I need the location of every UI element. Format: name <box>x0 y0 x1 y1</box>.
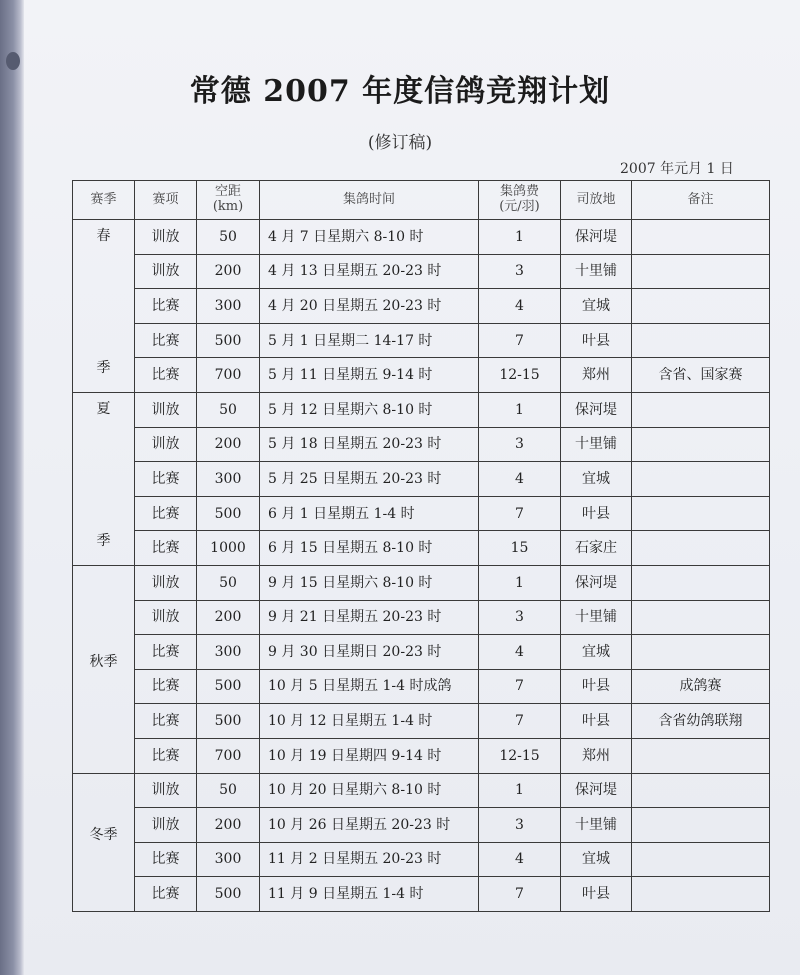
release-site-cell: 宜城 <box>561 842 632 877</box>
collect-time-cell: 10 月 20 日星期六 8-10 时 <box>260 773 479 808</box>
remarks-cell <box>632 877 770 912</box>
event-cell: 比赛 <box>135 531 197 566</box>
table-row <box>73 289 770 324</box>
event-cell: 训放 <box>135 773 197 808</box>
table-row <box>73 669 770 704</box>
distance-cell: 300 <box>197 842 260 877</box>
distance-cell: 700 <box>197 358 260 393</box>
collect-time-cell: 5 月 25 日星期五 20-23 时 <box>260 462 479 497</box>
fee-cell: 15 <box>479 531 561 566</box>
collect-time-cell: 11 月 2 日星期五 20-23 时 <box>260 842 479 877</box>
collect-time-cell: 5 月 11 日星期五 9-14 时 <box>260 358 479 393</box>
distance-cell: 200 <box>197 427 260 462</box>
release-site-cell: 郑州 <box>561 738 632 773</box>
release-site-cell: 郑州 <box>561 358 632 393</box>
release-site-cell: 石家庄 <box>561 531 632 566</box>
event-cell: 比赛 <box>135 289 197 324</box>
header-remarks: 备注 <box>632 181 770 220</box>
header-fee-line1: 集鸽费 <box>499 184 539 200</box>
fee-cell: 7 <box>479 496 561 531</box>
table-row <box>73 358 770 393</box>
event-cell: 训放 <box>135 254 197 289</box>
table-row <box>73 531 770 566</box>
document-title: 常德 2007 年度信鸽竞翔计划 <box>189 74 611 109</box>
distance-cell: 500 <box>197 877 260 912</box>
schedule-table <box>72 180 770 912</box>
table-row <box>73 704 770 739</box>
table-header-row <box>73 181 770 220</box>
distance-cell: 300 <box>197 635 260 670</box>
document-subtitle: (修订稿) <box>367 133 433 153</box>
distance-cell: 50 <box>197 565 260 600</box>
event-cell: 训放 <box>135 565 197 600</box>
season-cell <box>73 565 135 773</box>
fee-cell: 12-15 <box>479 358 561 393</box>
release-site-cell: 宜城 <box>561 289 632 324</box>
event-cell: 比赛 <box>135 635 197 670</box>
release-site-cell: 十里铺 <box>561 808 632 843</box>
table-row <box>73 635 770 670</box>
distance-cell: 300 <box>197 462 260 497</box>
collect-time-cell: 10 月 19 日星期四 9-14 时 <box>260 738 479 773</box>
table-row <box>73 773 770 808</box>
distance-cell: 700 <box>197 738 260 773</box>
event-cell: 训放 <box>135 392 197 427</box>
event-cell: 比赛 <box>135 877 197 912</box>
release-site-cell: 保河堤 <box>561 565 632 600</box>
table-row <box>73 254 770 289</box>
release-site-cell: 叶县 <box>561 496 632 531</box>
distance-cell: 1000 <box>197 531 260 566</box>
distance-cell: 500 <box>197 323 260 358</box>
table-row <box>73 496 770 531</box>
collect-time-cell: 9 月 15 日星期六 8-10 时 <box>260 565 479 600</box>
document-date: 2007 年元月 1 日 <box>620 161 734 177</box>
table-row <box>73 220 770 255</box>
header-release-site: 司放地 <box>561 181 632 220</box>
event-cell: 比赛 <box>135 496 197 531</box>
fee-cell: 3 <box>479 427 561 462</box>
event-cell: 比赛 <box>135 704 197 739</box>
header-distance <box>197 181 260 220</box>
fee-cell: 4 <box>479 842 561 877</box>
release-site-cell: 十里铺 <box>561 254 632 289</box>
collect-time-cell: 6 月 1 日星期五 1-4 时 <box>260 496 479 531</box>
remarks-cell: 成鸽赛 <box>632 669 770 704</box>
header-collect-time: 集鸽时间 <box>260 181 479 220</box>
remarks-cell <box>632 220 770 255</box>
distance-cell: 200 <box>197 808 260 843</box>
distance-cell: 300 <box>197 289 260 324</box>
collect-time-cell: 6 月 15 日星期五 8-10 时 <box>260 531 479 566</box>
remarks-cell <box>632 289 770 324</box>
header-fee <box>479 181 561 220</box>
collect-time-cell: 10 月 12 日星期五 1-4 时 <box>260 704 479 739</box>
distance-cell: 200 <box>197 254 260 289</box>
season-label-suffix: 季 <box>96 532 111 549</box>
remarks-cell <box>632 531 770 566</box>
release-site-cell: 十里铺 <box>561 600 632 635</box>
season-cell <box>73 392 135 565</box>
table-row <box>73 323 770 358</box>
fee-cell: 7 <box>479 877 561 912</box>
remarks-cell <box>632 738 770 773</box>
event-cell: 训放 <box>135 600 197 635</box>
release-site-cell: 宜城 <box>561 635 632 670</box>
remarks-cell <box>632 600 770 635</box>
collect-time-cell: 11 月 9 日星期五 1-4 时 <box>260 877 479 912</box>
table-body <box>73 220 770 912</box>
distance-cell: 500 <box>197 704 260 739</box>
season-label: 冬季 <box>89 827 118 844</box>
event-cell: 比赛 <box>135 738 197 773</box>
release-site-cell: 保河堤 <box>561 773 632 808</box>
fee-cell: 3 <box>479 254 561 289</box>
remarks-cell <box>632 496 770 531</box>
fee-cell: 7 <box>479 323 561 358</box>
fee-cell: 4 <box>479 289 561 324</box>
release-site-cell: 保河堤 <box>561 220 632 255</box>
event-cell: 训放 <box>135 220 197 255</box>
remarks-cell <box>632 773 770 808</box>
collect-time-cell: 10 月 5 日星期五 1-4 时成鸽 <box>260 669 479 704</box>
distance-cell: 50 <box>197 392 260 427</box>
release-site-cell: 叶县 <box>561 669 632 704</box>
table-row <box>73 877 770 912</box>
header-distance-line2: (km) <box>212 199 244 214</box>
season-cell <box>73 220 135 393</box>
fee-cell: 7 <box>479 669 561 704</box>
fee-cell: 4 <box>479 635 561 670</box>
distance-cell: 200 <box>197 600 260 635</box>
season-label: 秋季 <box>89 654 118 671</box>
header-distance-line1: 空距 <box>214 184 241 200</box>
collect-time-cell: 9 月 30 日星期日 20-23 时 <box>260 635 479 670</box>
fee-cell: 4 <box>479 462 561 497</box>
distance-cell: 50 <box>197 773 260 808</box>
release-site-cell: 宜城 <box>561 462 632 497</box>
event-cell: 比赛 <box>135 358 197 393</box>
remarks-cell <box>632 254 770 289</box>
event-cell: 比赛 <box>135 842 197 877</box>
release-site-cell: 十里铺 <box>561 427 632 462</box>
remarks-cell <box>632 392 770 427</box>
remarks-cell: 含省幼鸽联翔 <box>632 704 770 739</box>
table-row <box>73 565 770 600</box>
collect-time-cell: 5 月 12 日星期六 8-10 时 <box>260 392 479 427</box>
table-row <box>73 842 770 877</box>
table-row <box>73 392 770 427</box>
remarks-cell <box>632 808 770 843</box>
event-cell: 比赛 <box>135 669 197 704</box>
collect-time-cell: 5 月 18 日星期五 20-23 时 <box>260 427 479 462</box>
fee-cell: 7 <box>479 704 561 739</box>
collect-time-cell: 4 月 13 日星期五 20-23 时 <box>260 254 479 289</box>
header-fee-line2: (元/羽) <box>499 199 540 214</box>
season-cell <box>73 773 135 911</box>
season-label-suffix: 季 <box>96 359 111 376</box>
collect-time-cell: 10 月 26 日星期五 20-23 时 <box>260 808 479 843</box>
fee-cell: 1 <box>479 392 561 427</box>
distance-cell: 500 <box>197 669 260 704</box>
distance-cell: 50 <box>197 220 260 255</box>
event-cell: 比赛 <box>135 323 197 358</box>
event-cell: 训放 <box>135 427 197 462</box>
release-site-cell: 保河堤 <box>561 392 632 427</box>
remarks-cell <box>632 565 770 600</box>
remarks-cell <box>632 323 770 358</box>
header-event: 赛项 <box>135 181 197 220</box>
collect-time-cell: 5 月 1 日星期二 14-17 时 <box>260 323 479 358</box>
fee-cell: 12-15 <box>479 738 561 773</box>
header-season: 赛季 <box>73 181 135 220</box>
season-label: 夏 <box>96 400 111 417</box>
fee-cell: 3 <box>479 600 561 635</box>
release-site-cell: 叶县 <box>561 704 632 739</box>
event-cell: 比赛 <box>135 462 197 497</box>
season-label: 春 <box>96 227 111 244</box>
release-site-cell: 叶县 <box>561 323 632 358</box>
release-site-cell: 叶县 <box>561 877 632 912</box>
collect-time-cell: 4 月 7 日星期六 8-10 时 <box>260 220 479 255</box>
event-cell: 训放 <box>135 808 197 843</box>
fee-cell: 1 <box>479 565 561 600</box>
collect-time-cell: 4 月 20 日星期五 20-23 时 <box>260 289 479 324</box>
fee-cell: 1 <box>479 220 561 255</box>
table-row <box>73 808 770 843</box>
fee-cell: 3 <box>479 808 561 843</box>
remarks-cell: 含省、国家赛 <box>632 358 770 393</box>
table-row <box>73 462 770 497</box>
remarks-cell <box>632 462 770 497</box>
fee-cell: 1 <box>479 773 561 808</box>
remarks-cell <box>632 842 770 877</box>
remarks-cell <box>632 635 770 670</box>
table-row <box>73 738 770 773</box>
collect-time-cell: 9 月 21 日星期五 20-23 时 <box>260 600 479 635</box>
table-row <box>73 427 770 462</box>
table-row <box>73 600 770 635</box>
remarks-cell <box>632 427 770 462</box>
distance-cell: 500 <box>197 496 260 531</box>
